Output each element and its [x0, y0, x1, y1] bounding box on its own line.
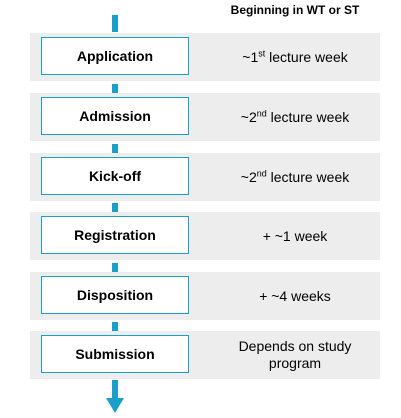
flow-arrow-head: [106, 398, 124, 413]
timing-text: ~2: [240, 108, 257, 125]
stage-row-kick-off: [30, 153, 380, 201]
flow-connector-5: [112, 322, 118, 331]
stage-row-admission: [30, 93, 380, 141]
flow-connector-2: [112, 144, 118, 153]
flow-connector-3: [112, 203, 118, 212]
stage-box: Disposition: [41, 276, 189, 314]
flow-connector-1: [112, 84, 118, 93]
timing-text-suffix: lecture week: [266, 108, 350, 125]
stage-box: Registration: [41, 216, 189, 254]
stage-row-application: [30, 33, 380, 81]
timing-text: + ~4 weeks: [259, 287, 331, 304]
stage-box: Application: [41, 37, 189, 75]
stage-timing: [210, 331, 380, 379]
stage-row-disposition: [30, 272, 380, 320]
timing-superscript: st: [258, 47, 266, 58]
stage-box: Admission: [41, 97, 189, 135]
stage-timing: [210, 33, 380, 81]
stage-timing: [210, 272, 380, 320]
flow-connector-bottom: [112, 380, 118, 400]
timing-text-suffix: lecture week: [266, 168, 350, 185]
timing-text: + ~1 week: [262, 227, 328, 244]
stage-row-submission: [30, 331, 380, 379]
timing-column-header: Beginning in WT or ST: [230, 3, 360, 17]
stage-box: Submission: [41, 335, 189, 373]
stage-timing: [210, 93, 380, 141]
stage-row-registration: [30, 212, 380, 260]
stage-box: Kick-off: [41, 157, 189, 195]
timing-text: ~1: [242, 48, 259, 65]
timing-superscript: nd: [256, 107, 267, 118]
timing-superscript: nd: [256, 167, 267, 178]
flow-connector-top: [112, 15, 118, 32]
flow-connector-4: [112, 263, 118, 272]
stage-timing: [210, 212, 380, 260]
timing-text-suffix: lecture week: [265, 48, 348, 65]
timing-text: ~2: [240, 168, 257, 185]
stage-timing: [210, 153, 380, 201]
timing-text: Depends on study program: [238, 338, 352, 371]
